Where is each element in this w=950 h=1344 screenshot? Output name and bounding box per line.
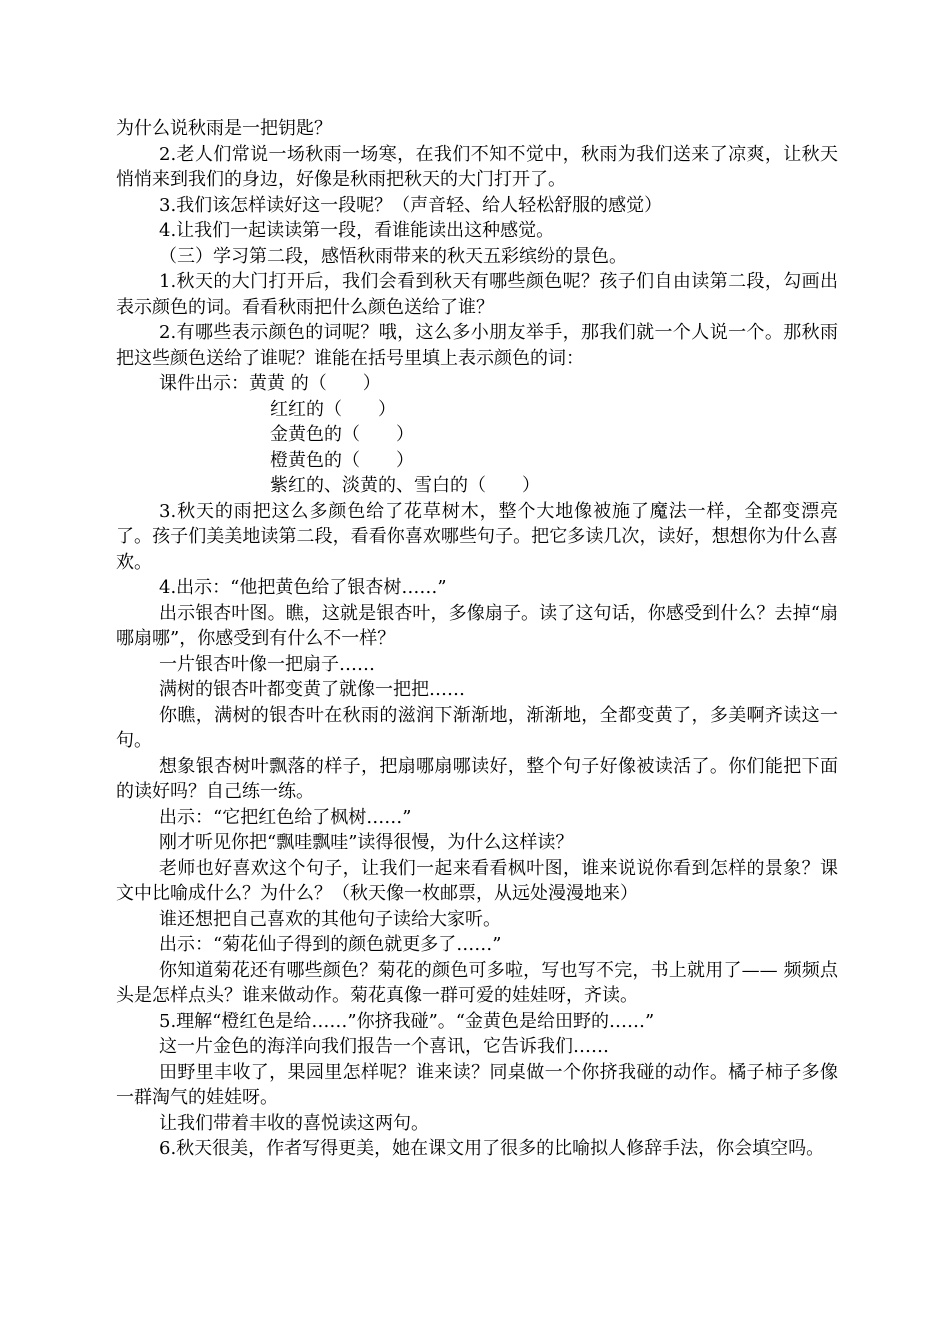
paragraph-maple-display: 出示：“它把红色给了枫树……” [159,806,412,828]
fill-blank-purple: 紫红的、淡黄的、雪白的（ ） [270,475,540,496]
paragraph-section3-item-6: 6.秋天很美，作者写得更美，她在课文用了很多的比喻拟人修辞手法，你会填空吗。 [159,1138,825,1159]
paragraph-item-4: 4.让我们一起读读第一段，看谁能读出这种感觉。 [159,220,555,241]
paragraph-section3-item-2: 2.有哪些表示颜色的词呢？哦，这么多小朋友举手，那我们就一个人说一个。那秋雨把这些颜色送给了谁呢？谁能在括号里填上表示颜色的词： [116,322,838,369]
courseware-display-line: 课件出示：黄黄 的（ ） [159,373,381,394]
paragraph-ginkgo-tree: 满树的银杏叶都变黄了就像一把把…… [159,679,465,700]
paragraph-continuation: 为什么说秋雨是一把钥匙？ [116,118,332,139]
paragraph-chrysanthemum-colors: 你知道菊花还有哪些颜色？菊花的颜色可多啦，写也写不完，书上就用了—— 频频点头是怎样点头？谁来做动作。菊花真像一群可爱的娃娃呀，齐读。 [116,959,838,1006]
paragraph-chrysanthemum-display: 出示：“菊花仙子得到的颜色就更多了……” [159,934,502,955]
paragraph-imagine: 想象银杏树叶飘落的样子，把扇哪扇哪读好，整个句子好像被读活了。你们能把下面的读好吗？自己练一练。 [116,755,838,802]
section-heading-3: （三）学习第二段，感悟秋雨带来的秋天五彩缤纷的景色。 [159,245,627,267]
fill-blank-golden: 金黄色的（ ） [270,424,414,445]
paragraph-harvest-read: 让我们带着丰收的喜悦读这两句。 [159,1112,429,1134]
paragraph-section3-item-3: 3.秋天的雨把这么多颜色给了花草树木，整个大地像被施了魔法一样，全都变漂亮了。孩子们美美地读第二段，看看你喜欢哪些句子。把它多读几次，读好，想想你为什么喜欢。 [116,500,838,573]
paragraph-section3-item-5: 5.理解“橙红色是给……”你挤我碰”。“金黄色是给田野的……” [159,1010,655,1032]
paragraph-golden-sea: 这一片金色的海洋向我们报告一个喜讯，它告诉我们…… [159,1036,609,1057]
paragraph-ginkgo-leaf: 一片银杏叶像一把扇子…… [159,653,375,675]
paragraph-harvest: 田野里丰收了，果园里怎样呢？谁来读？同桌做一个你挤我碰的动作。橘子柿子多像一群淘气的娃娃呀。 [116,1061,838,1108]
paragraph-item-3: 3.我们该怎样读好这一段呢？（声音轻、给人轻松舒服的感觉） [159,194,663,216]
paragraph-item-2: 2.老人们常说一场秋雨一场寒，在我们不知不觉中，秋雨为我们送来了凉爽，让秋天悄悄来到我们的身边，好像是秋雨把秋天的大门打开了。 [116,143,838,190]
paragraph-ginkgo-read: 你瞧，满树的银杏叶在秋雨的滋润下渐渐地，渐渐地，全都变黄了，多美啊齐读这一句。 [116,704,838,751]
paragraph-section3-item-4: 4.出示：“他把黄色给了银杏树……” [159,577,447,598]
fill-blank-red: 红红的（ ） [270,398,396,420]
document-body [116,116,838,1162]
paragraph-others-read: 谁还想把自己喜欢的其他句子读给大家听。 [159,908,501,930]
paragraph-section3-item-1: 1.秋天的大门打开后，我们会看到秋天有哪些颜色呢？孩子们自由读第二段，勾画出表示颜色的词。看看秋雨把什么颜色送给了谁？ [116,271,838,318]
paragraph-maple-image: 老师也好喜欢这个句子，让我们一起来看看枫叶图，谁来说说你看到怎样的景象？课文中比喻成什么？为什么？（秋天像一枚邮票，从远处漫漫地来） [116,857,838,904]
paragraph-maple-question: 刚才听见你把“飘哇飘哇”读得很慢，为什么这样读？ [159,832,574,853]
fill-blank-orange: 橙黄色的（ ） [270,449,414,471]
paragraph-ginkgo-image: 出示银杏叶图。瞧，这就是银杏叶，多像扇子。读了这句话，你感受到什么？去掉“扇哪扇哪”，你感受到有什么不一样？ [116,602,838,649]
